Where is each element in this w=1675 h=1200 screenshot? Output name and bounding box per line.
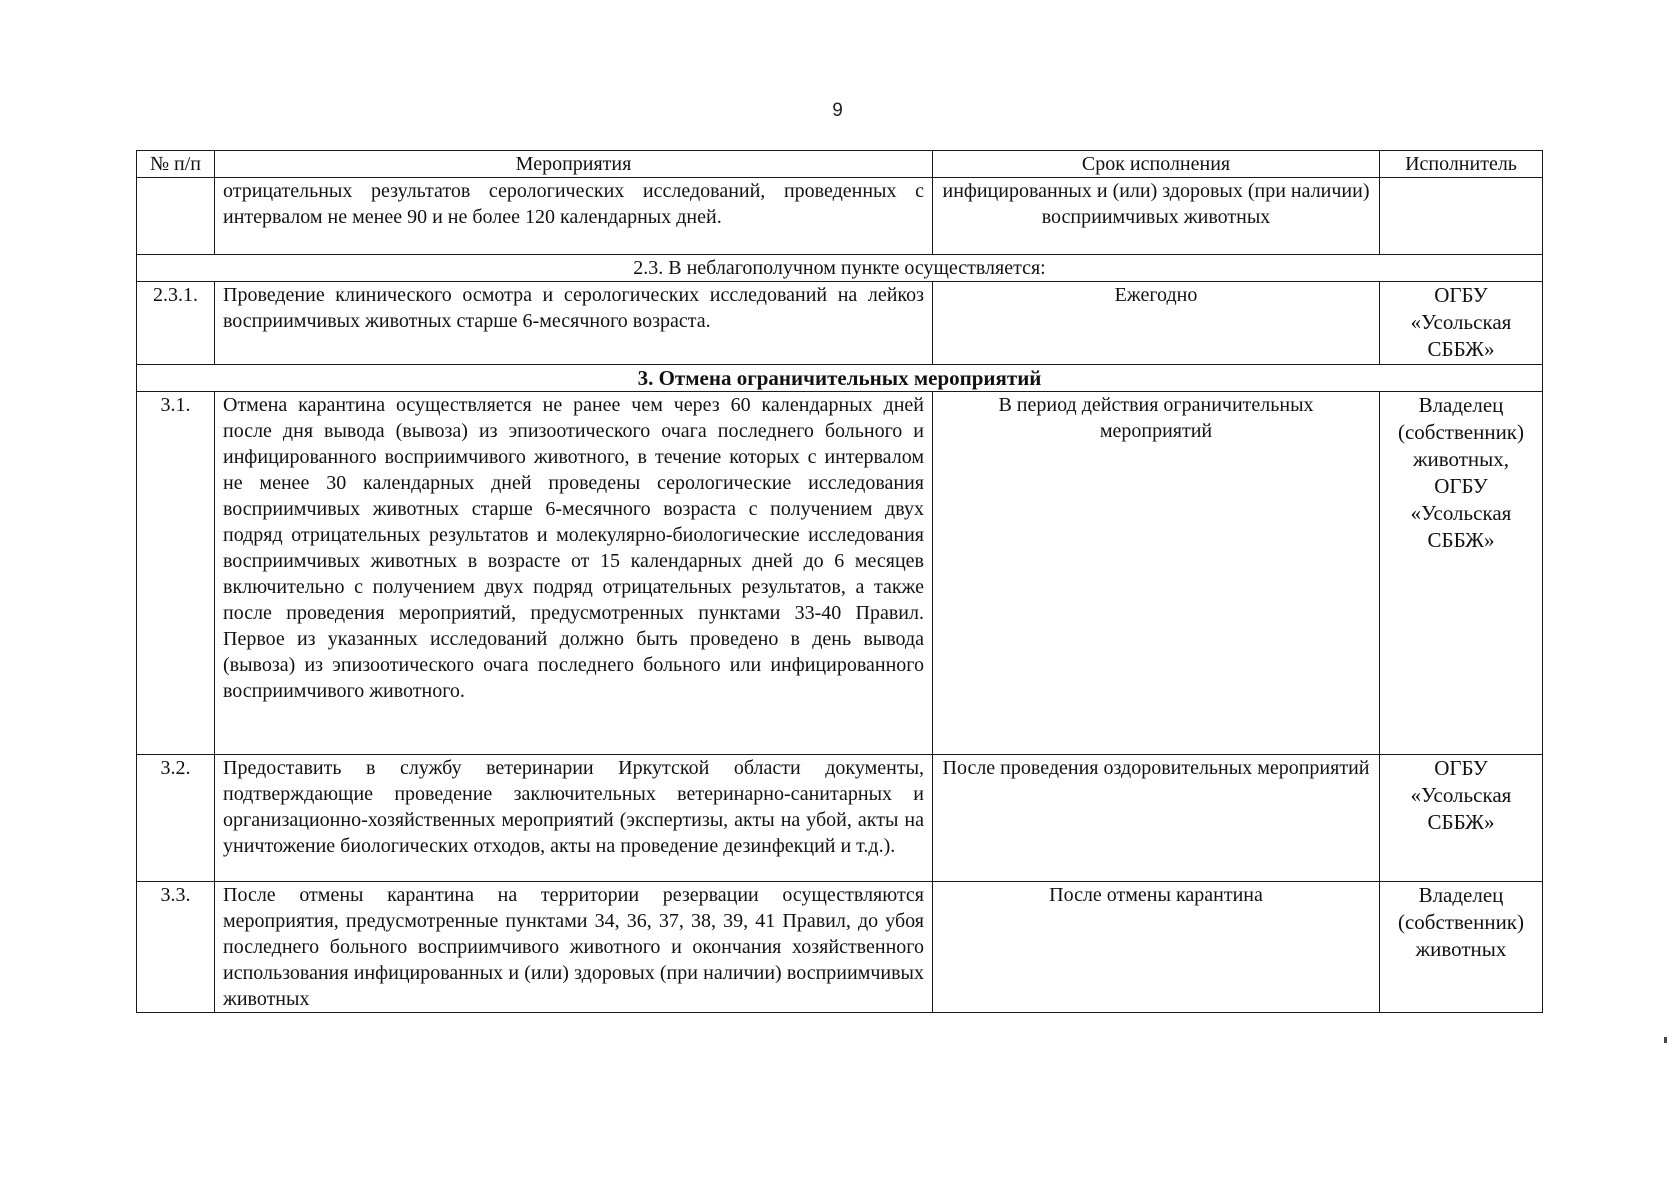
header-term: Срок исполнения — [933, 151, 1380, 178]
cell-term: После проведения оздоровительных мероприятий — [933, 755, 1380, 882]
scan-edge-mark — [1664, 1037, 1667, 1043]
cell-num: 3.1. — [137, 392, 215, 755]
section-heading-2-3: 2.3. В неблагополучном пункте осуществляется: — [137, 255, 1543, 282]
cell-num — [137, 178, 215, 255]
cell-num: 2.3.1. — [137, 282, 215, 365]
cell-executor: ОГБУ «Усольская СББЖ» — [1380, 282, 1543, 365]
header-activity: Мероприятия — [215, 151, 933, 178]
table-header-row — [137, 151, 1543, 178]
cell-term: В период действия ограничительных мероприятий — [933, 392, 1380, 755]
cell-num: 3.3. — [137, 882, 215, 1013]
section-row-2-3 — [137, 255, 1543, 282]
cell-executor: Владелец (собственник) животных — [1380, 882, 1543, 1013]
cell-num: 3.2. — [137, 755, 215, 882]
page-number: 9 — [832, 100, 843, 121]
table-row-3-2 — [137, 755, 1543, 882]
cell-executor: Владелец (собственник) животных, ОГБУ «Усольская СББЖ» — [1380, 392, 1543, 755]
section-heading-3: 3. Отмена ограничительных мероприятий — [137, 365, 1543, 392]
measures-table — [136, 150, 1543, 1013]
section-row-3 — [137, 365, 1543, 392]
table-row-3-1 — [137, 392, 1543, 755]
header-executor: Исполнитель — [1380, 151, 1543, 178]
table-row-3-3 — [137, 882, 1543, 1013]
cell-activity: Отмена карантина осуществляется не ранее чем через 60 календарных дней после дня вывода (вывоза) из эпизоотического очага последнего больного и инфицированного восприимчивого животного, в течение которых с интервалом не менее 30 календарных дней проведены серологические исследования восприимчивых животных старше 6-месячного возраста с получением двух подряд отрицательных результатов и молекулярно-биологические исследования восприимчивых животных в возрасте от 15 календарных дней до 6 месяцев включительно с получением двух подряд отрицательных результатов, а также после проведения мероприятий, предусмотренных пунктами 33-40 Правил. Первое из указанных исследований должно быть проведено в день вывода (вывоза) из эпизоотического очага последнего больного или инфицированного восприимчивого животного. — [215, 392, 933, 755]
cell-executor — [1380, 178, 1543, 255]
cell-term: инфицированных и (или) здоровых (при наличии) восприимчивых животных — [933, 178, 1380, 255]
table-row-2-3-1 — [137, 282, 1543, 365]
cell-executor: ОГБУ «Усольская СББЖ» — [1380, 755, 1543, 882]
cell-activity: После отмены карантина на территории резервации осуществляются мероприятия, предусмотренные пунктами 34, 36, 37, 38, 39, 41 Правил, до убоя последнего больного восприимчивого животного и окончания хозяйственного использования инфицированных и (или) здоровых (при наличии) восприимчивых животных — [215, 882, 933, 1013]
cell-activity: Предоставить в службу ветеринарии Иркутской области документы, подтверждающие проведение заключительных ветеринарно-санитарных и организационно-хозяйственных мероприятий (экспертизы, акты на убой, акты на уничтожение биологических отходов, акты на проведение дезинфекций и т.д.). — [215, 755, 933, 882]
cell-activity: отрицательных результатов серологических исследований, проведенных с интервалом не менее 90 и не более 120 календарных дней. — [215, 178, 933, 255]
cell-term: Ежегодно — [933, 282, 1380, 365]
header-num: № п/п — [137, 151, 215, 178]
cell-activity: Проведение клинического осмотра и серологических исследований на лейкоз восприимчивых животных старше 6-месячного возраста. — [215, 282, 933, 365]
table-row-continuation — [137, 178, 1543, 255]
cell-term: После отмены карантина — [933, 882, 1380, 1013]
